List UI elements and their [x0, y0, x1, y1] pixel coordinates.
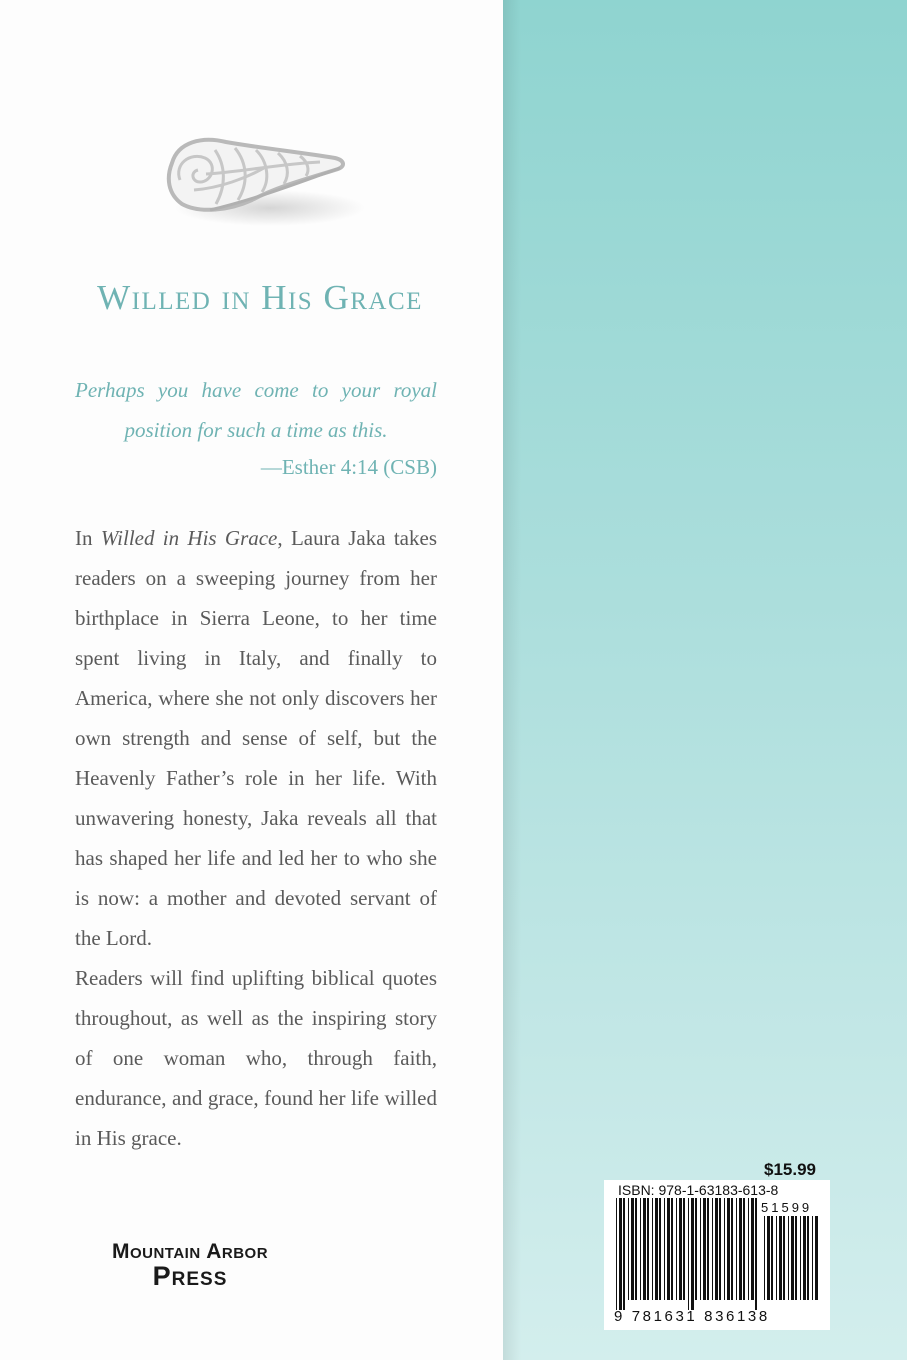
- barcode-number: 9 781631 836138: [614, 1308, 770, 1325]
- barcode-bar: [676, 1198, 677, 1300]
- barcode-bar: [635, 1198, 637, 1300]
- barcode-bar: [679, 1198, 682, 1300]
- barcode-bar: [724, 1198, 725, 1300]
- barcode-bar: [795, 1216, 797, 1300]
- quote-line: position for such a time as this.: [124, 418, 388, 442]
- barcode-addon-number: 51599: [761, 1200, 813, 1215]
- barcode-bar: [640, 1198, 641, 1300]
- book-description: [75, 518, 437, 1158]
- isbn-label: ISBN: 978-1-63183-613-8: [618, 1182, 779, 1198]
- barcode-bar: [707, 1198, 709, 1300]
- barcode-bar: [812, 1216, 813, 1300]
- barcode-bar: [619, 1198, 622, 1310]
- barcode-bar: [647, 1198, 649, 1300]
- quote-attribution: —Esther 4:14 (CSB): [260, 455, 437, 479]
- barcode-bar: [788, 1216, 789, 1300]
- price-label: $15.99: [764, 1160, 816, 1179]
- barcode-bar: [800, 1216, 801, 1300]
- barcode-bar: [623, 1198, 625, 1310]
- barcode-bar: [691, 1198, 694, 1310]
- barcode-bar: [755, 1198, 757, 1310]
- barcode-bar: [815, 1216, 818, 1300]
- publisher-name-line1: Mountain Arbor: [111, 1240, 269, 1263]
- barcode-bar: [643, 1198, 646, 1300]
- barcode-bar: [695, 1198, 697, 1300]
- barcode-icon: [616, 1198, 762, 1310]
- barcode-bar: [683, 1198, 685, 1300]
- description-paragraph: Readers will find uplifting biblical quotes throughout, as well as the inspiring story of one woman who, through faith, endurance, and grace, found her life willed in His grace.: [75, 966, 437, 1150]
- description-book-title: Willed in His Grace: [100, 526, 278, 550]
- quote-line: Perhaps you have come to your royal: [75, 378, 437, 402]
- book-title: Willed in His Grace: [97, 278, 423, 317]
- barcode-bar: [743, 1198, 745, 1300]
- barcode-bar: [791, 1216, 794, 1300]
- barcode-bar: [751, 1198, 754, 1300]
- barcode-block: [604, 1180, 830, 1330]
- barcode-bar: [779, 1216, 782, 1300]
- barcode-bar: [783, 1216, 785, 1300]
- barcode-bar: [659, 1198, 661, 1300]
- barcode-bar: [767, 1216, 770, 1300]
- barcode-bar: [764, 1216, 765, 1300]
- publisher-logo: [90, 1238, 290, 1290]
- barcode-bar: [727, 1198, 730, 1300]
- epigraph-quote: [75, 370, 437, 450]
- barcode-bar: [736, 1198, 737, 1300]
- barcode-bar: [739, 1198, 742, 1300]
- barcode-addon-icon: [764, 1216, 820, 1310]
- description-prefix: In: [75, 526, 101, 550]
- barcode-bar: [703, 1198, 706, 1300]
- barcode-bar: [748, 1198, 749, 1300]
- barcode-bar: [771, 1216, 773, 1300]
- barcode-bar: [719, 1198, 721, 1300]
- barcode-bar: [731, 1198, 733, 1300]
- barcode-bar: [776, 1216, 777, 1300]
- description-text: , Laura Jaka takes readers on a sweeping journey from her birthplace in Sierra Leone, to her time spent living in Italy, and finally to America, where she not only discovers her own strength and sense of self, but the Heavenly Father’s role in her life. With unwavering honesty, Jaka reveals all that has shaped her life and led her to who she is now: a mother and devoted servant of the Lord.: [75, 526, 437, 950]
- barcode-bar: [616, 1198, 617, 1310]
- barcode-bar: [664, 1198, 665, 1300]
- barcode-bar: [652, 1198, 653, 1300]
- barcode-bar: [655, 1198, 658, 1300]
- wing-icon: [160, 128, 370, 238]
- barcode-bar: [628, 1198, 629, 1300]
- barcode-bar: [712, 1198, 713, 1300]
- barcode-bar: [807, 1216, 809, 1300]
- publisher-name-line2: Press: [152, 1261, 228, 1291]
- barcode-bar: [700, 1198, 701, 1300]
- barcode-bar: [803, 1216, 806, 1300]
- barcode-bar: [631, 1198, 634, 1300]
- barcode-bar: [671, 1198, 673, 1300]
- teal-side-panel: [503, 0, 907, 1360]
- barcode-bar: [667, 1198, 670, 1300]
- barcode-bar: [715, 1198, 718, 1300]
- barcode-bar: [688, 1198, 689, 1310]
- description-paragraph: [75, 518, 437, 958]
